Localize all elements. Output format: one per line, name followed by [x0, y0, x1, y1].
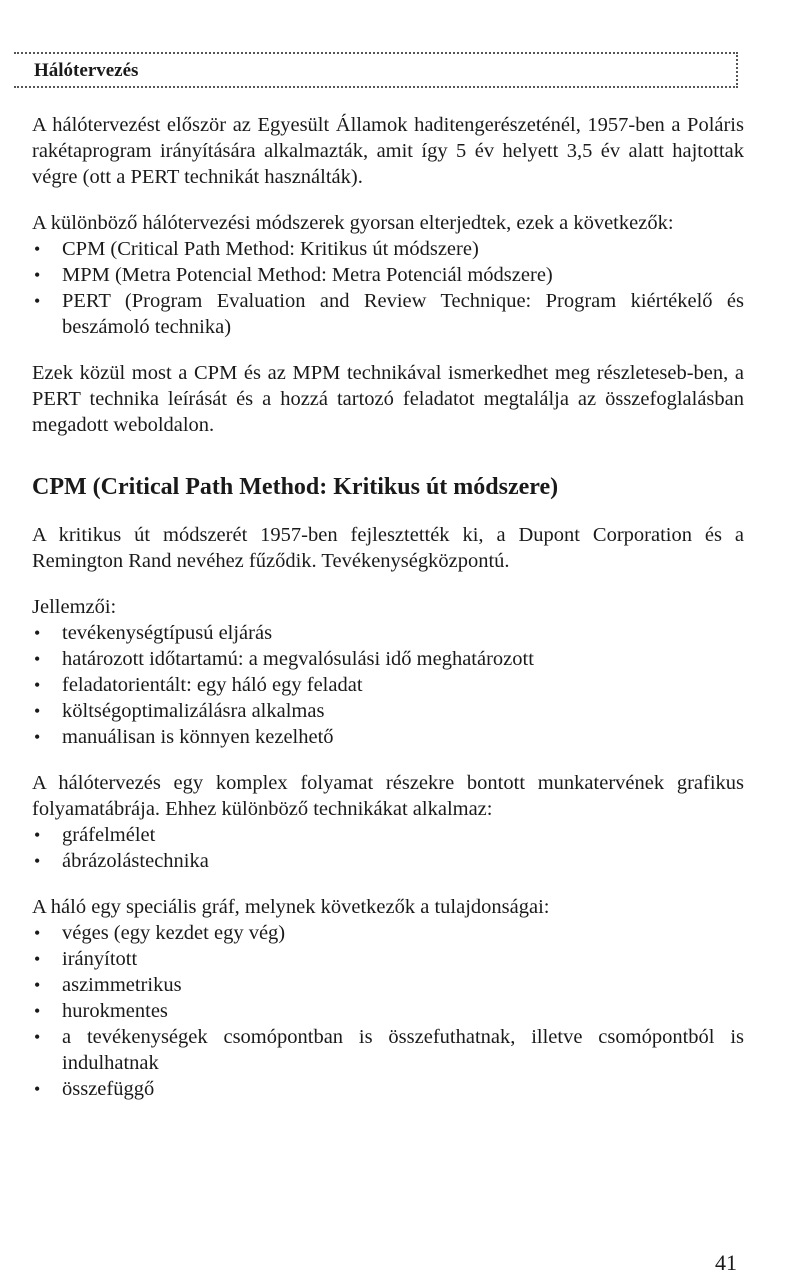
- list-item: • tevékenységtípusú eljárás: [32, 620, 744, 646]
- list-item: • PERT (Program Evaluation and Review Technique: Program kiértékelő és beszámoló technika): [32, 288, 744, 340]
- page-content: [32, 112, 744, 1102]
- list-item: • MPM (Metra Potencial Method: Metra Potenciál módszere): [32, 262, 744, 288]
- list-item: • hurokmentes: [32, 998, 744, 1024]
- features-label: Jellemzői:: [32, 596, 117, 618]
- features-list: [32, 620, 744, 750]
- list-item: • manuálisan is könnyen kezelhető: [32, 724, 744, 750]
- list-item: • aszimmetrikus: [32, 972, 744, 998]
- techniques-paragraph: A hálótervezés egy komplex folyamat részekre bontott munkatervének grafikus folyamatábrája. Ehhez különböző technikákat alkalmaz:: [32, 772, 744, 820]
- list-item: • véges (egy kezdet egy vég): [32, 920, 744, 946]
- section-title: Hálótervezés: [34, 60, 139, 81]
- techniques-list: [32, 822, 744, 874]
- list-item: • gráfelmélet: [32, 822, 744, 848]
- section-header-box: [14, 52, 738, 88]
- list-item: • ábrázolástechnika: [32, 848, 744, 874]
- page-number: 41: [715, 1250, 737, 1275]
- properties-intro: A háló egy speciális gráf, melynek következők a tulajdonságai:: [32, 896, 550, 918]
- methods-list: [32, 236, 744, 340]
- cpm-intro-paragraph: A kritikus út módszerét 1957-ben fejlesztették ki, a Dupont Corporation és a Remington Rand nevéhez fűződik. Tevékenységközpontú.: [32, 524, 744, 572]
- cpm-heading: CPM (Critical Path Method: Kritikus út módszere): [32, 474, 559, 500]
- list-item: • feladatorientált: egy háló egy feladat: [32, 672, 744, 698]
- list-item: • irányított: [32, 946, 744, 972]
- list-item: • költségoptimalizálásra alkalmas: [32, 698, 744, 724]
- intro-paragraph: A hálótervezést először az Egyesült Államok haditengerészeténél, 1957-ben a Poláris rakétaprogram irányítására alkalmazták, amit így 5 év helyett 3,5 év alatt hajtottak végre (ott a PERT technikát használták).: [32, 114, 744, 188]
- properties-list: [32, 920, 744, 1102]
- list-item: • összefüggő: [32, 1076, 744, 1102]
- list-item: • határozott időtartamú: a megvalósulási idő meghatározott: [32, 646, 744, 672]
- methods-detail-paragraph: Ezek közül most a CPM és az MPM technikával ismerkedhet meg részleteseb-ben, a PERT technika leírását és a hozzá tartozó feladatot megtalálja az összefoglalásban megadott weboldalon.: [32, 362, 744, 436]
- list-item: • CPM (Critical Path Method: Kritikus út módszere): [32, 236, 744, 262]
- list-item: • a tevékenységek csomópontban is összefuthatnak, illetve csomópontból is indulhatnak: [32, 1024, 744, 1076]
- methods-intro: A különböző hálótervezési módszerek gyorsan elterjedtek, ezek a következők:: [32, 212, 674, 234]
